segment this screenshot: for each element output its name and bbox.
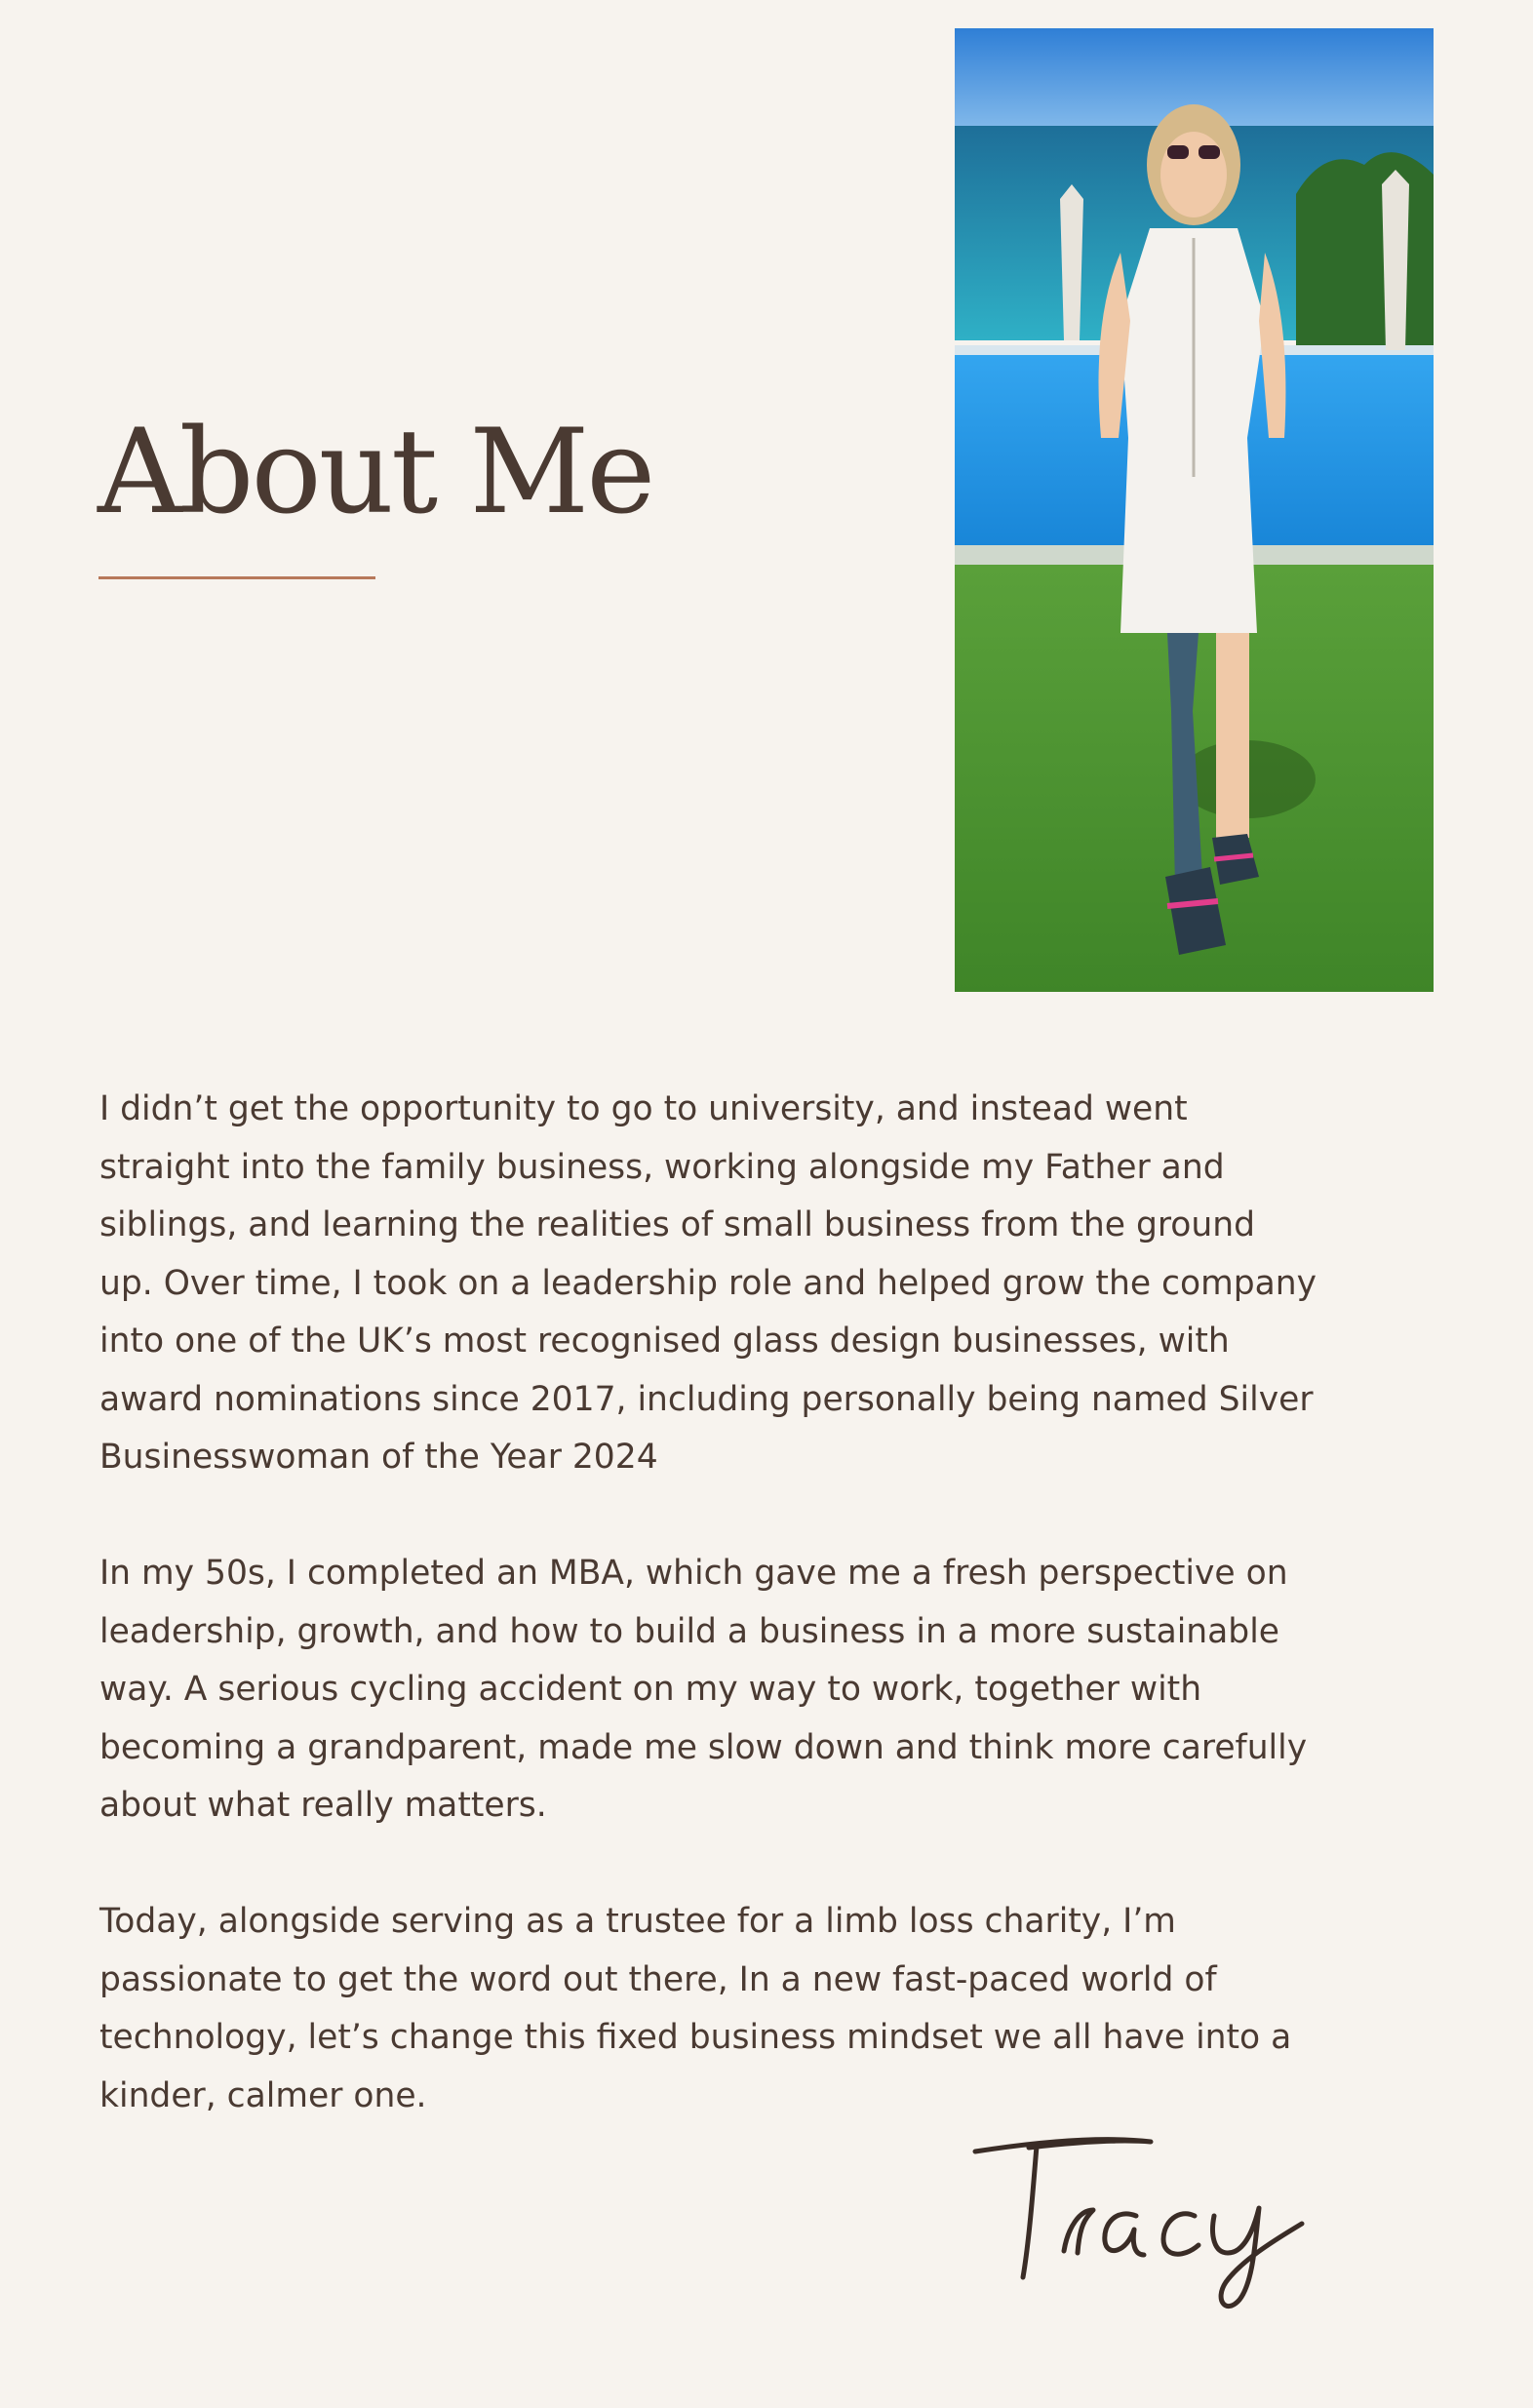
text-line: kinder, calmer one.	[99, 2075, 427, 2115]
signature	[970, 2107, 1341, 2311]
text-line: award nominations since 2017, including personally being named Silver	[99, 1379, 1314, 1419]
portrait-photo	[955, 28, 1434, 992]
text-line: I didn’t get the opportunity to go to university, and instead went	[99, 1089, 1188, 1128]
bio-paragraph	[99, 1893, 1396, 2125]
handwritten-signature-icon	[970, 2107, 1341, 2311]
text-line: Today, alongside serving as a trustee for a limb loss charity, I’m	[99, 1902, 1176, 1941]
text-line: becoming a grandparent, made me slow down and think more carefully	[99, 1727, 1308, 1767]
text-line: up. Over time, I took on a leadership role and helped grow the company	[99, 1263, 1317, 1303]
text-line: technology, let’s change this fixed business mindset we all have into a	[99, 2018, 1292, 2057]
bio-paragraph	[99, 1081, 1396, 1487]
bio-text	[99, 1081, 1396, 2184]
text-line: passionate to get the word out there, In a new fast-paced world of	[99, 1959, 1217, 1999]
text-line: straight into the family business, working alongside my Father and	[99, 1147, 1225, 1187]
page-title: About Me	[98, 405, 653, 540]
text-line: In my 50s, I completed an MBA, which gave me a fresh perspective on	[99, 1554, 1288, 1593]
bio-paragraph	[99, 1545, 1396, 1836]
text-line: leadership, growth, and how to build a business in a more sustainable	[99, 1611, 1280, 1651]
text-line: about what really matters.	[99, 1786, 547, 1825]
text-line: way. A serious cycling accident on my way to work, together with	[99, 1670, 1202, 1709]
title-underline	[98, 576, 375, 579]
portrait-illustration	[955, 28, 1434, 992]
text-line: siblings, and learning the realities of small business from the ground	[99, 1205, 1256, 1244]
text-line: into one of the UK’s most recognised glass design businesses, with	[99, 1322, 1230, 1361]
text-line: Businesswoman of the Year 2024	[99, 1438, 658, 1477]
